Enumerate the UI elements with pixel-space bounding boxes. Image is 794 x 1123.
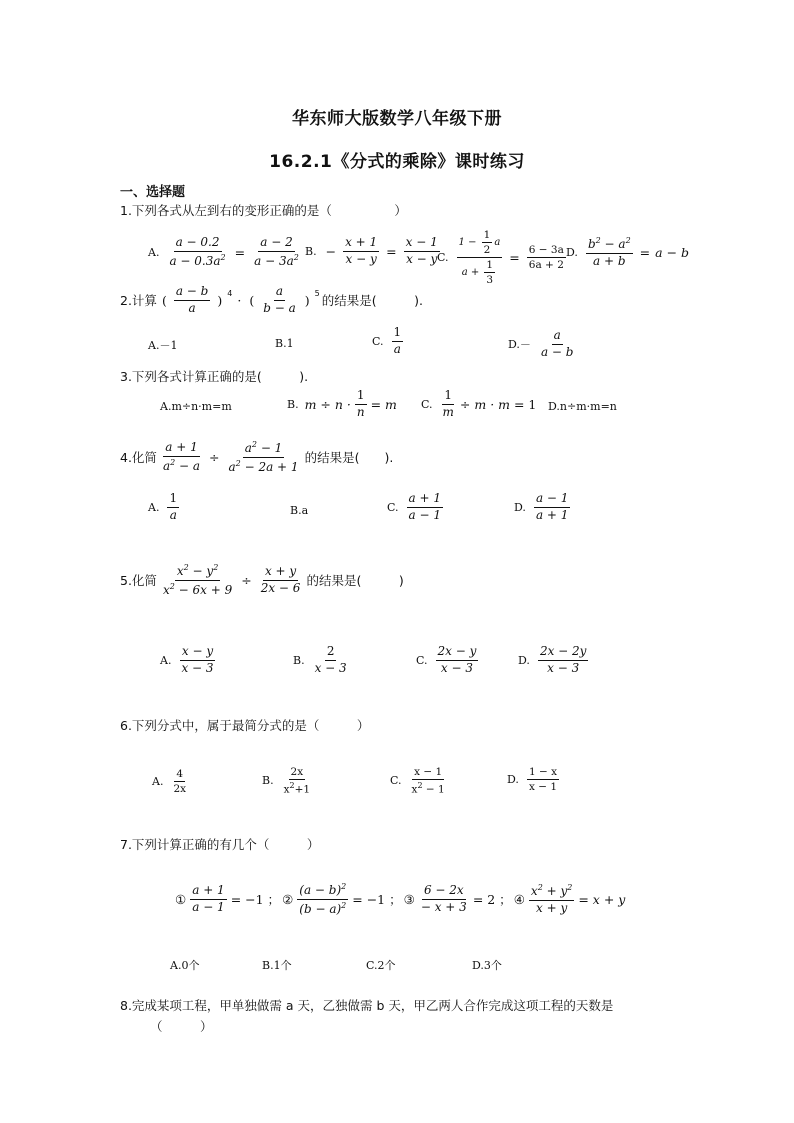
q7-option-b[interactable]: [262, 957, 296, 973]
q2-option-d-label: D.－: [508, 338, 531, 352]
q1-option-b[interactable]: B. − $\frac{x + 1}{x - y}$ = $\frac{x - 1}{x - y}$: [305, 235, 438, 266]
q4-option-d-label: D.: [514, 500, 526, 514]
q6-option-c[interactable]: C. $\frac{x - 1}{x^2 - 1}$: [390, 766, 445, 796]
q1-option-c[interactable]: C. 1 − $\frac{1}{2}$ a a + $\frac{1}{3}$ = $\frac{6 - 3a}{6a + 2}$: [437, 229, 564, 287]
q7-option-a[interactable]: [170, 957, 203, 973]
q2-stem-suffix: 的结果是( ).: [321, 293, 423, 309]
doc-title: 华东师大版数学八年级下册: [292, 109, 502, 129]
q5-option-d-label: D.: [518, 653, 530, 667]
q3-option-d-label: D.n÷m·m=n: [548, 400, 617, 413]
q1-option-d[interactable]: D. $\frac{b^2 - a^2}{a + b}$ = a − b: [566, 236, 690, 268]
q1-option-a[interactable]: A. $\frac{a - 0.2}{a - 0.3a^2}$ = $\frac{a - 2}{a - 3a^2}$: [148, 235, 299, 268]
q4-option-b[interactable]: [290, 504, 312, 517]
q6-option-b[interactable]: B. $\frac{2x}{x^2+1}$: [262, 766, 311, 796]
q4-option-b-label: B.a: [290, 504, 309, 517]
q4-option-c[interactable]: C. $\frac{a + 1}{a - 1}$: [387, 491, 442, 522]
q6-option-a-label: A.: [152, 775, 164, 789]
q4-option-c-label: C.: [387, 500, 399, 514]
q7-option-d[interactable]: [472, 957, 506, 973]
q5-option-a-label: A.: [160, 653, 172, 667]
q6-option-c-label: C.: [390, 774, 402, 788]
question-8-blank: （ ）: [150, 1019, 213, 1034]
q7-option-c-label: C.2个: [366, 959, 396, 972]
q2-stem-prefix: 2.计算: [120, 293, 157, 309]
q5-option-d[interactable]: D. $\frac{2x - 2y}{x - 3}$: [518, 644, 587, 675]
q2-option-a-label: A.－1: [148, 339, 178, 352]
q5-stem-suffix: 的结果是( ): [306, 573, 404, 589]
q7-option-a-label: A.0个: [170, 959, 200, 972]
q4-stem-suffix: 的结果是( ).: [304, 450, 394, 466]
q4-stem-prefix: 4.化简: [120, 450, 157, 466]
q3-option-c-label: C.: [421, 397, 433, 411]
q3-option-b-label: B.: [287, 397, 299, 411]
q5-option-b[interactable]: B. $\frac{2}{x - 3}$: [293, 644, 347, 675]
q3-option-b[interactable]: B. m ÷ n · $\frac{1}{n}$ = m: [287, 388, 397, 419]
q4-option-d[interactable]: D. $\frac{a - 1}{a + 1}$: [514, 491, 569, 522]
q2-option-a[interactable]: [148, 337, 181, 353]
q5-option-c[interactable]: C. $\frac{2x - y}{x - 3}$: [416, 644, 477, 675]
q7-item-2-marker: ②: [282, 891, 294, 907]
q2-option-b-label: B.1: [275, 337, 294, 350]
q3-option-c[interactable]: C. $\frac{1}{m}$ ÷ m · m = 1: [421, 388, 537, 419]
q3-option-a[interactable]: [160, 400, 236, 413]
q4-option-a[interactable]: A. $\frac{1}{a}$: [148, 491, 178, 522]
q7-item-4-marker: ④: [513, 891, 525, 907]
question-3-stem: 3.下列各式计算正确的是( ).: [120, 369, 309, 384]
q6-option-a[interactable]: A. $\frac{4}{2x}$: [152, 768, 187, 796]
q2-option-b[interactable]: [275, 337, 298, 350]
q4-option-a-label: A.: [148, 500, 160, 514]
q7-option-b-label: B.1个: [262, 959, 292, 972]
q5-option-c-label: C.: [416, 653, 428, 667]
question-2-stem: 2.计算 ( $\frac{a - b}{a}$ ) $^4$ · ( $\frac{a}{b - a}$ ) $^5$ 的结果是( ).: [120, 284, 423, 315]
q2-option-c-label: C.: [372, 334, 384, 348]
q2-option-c[interactable]: C. $\frac{1}{a}$: [372, 325, 402, 356]
q5-stem-prefix: 5.化简: [120, 573, 157, 589]
q1-option-a-label: A.: [148, 245, 160, 259]
q5-option-a[interactable]: A. $\frac{x - y}{x - 3}$: [160, 644, 214, 675]
q6-option-b-label: B.: [262, 774, 274, 788]
question-5-stem: 5.化简 $\frac{x^2 - y^2}{x^2 - 6x + 9}$ ÷ $\frac{x + y}{2x - 6}$ 的结果是( ): [120, 563, 404, 597]
q7-option-c[interactable]: [366, 957, 400, 973]
q1-option-d-label: D.: [566, 245, 578, 259]
question-1-stem: 1.下列各式从左到右的变形正确的是（ ）: [120, 203, 407, 218]
q1-option-c-label: C.: [437, 251, 449, 265]
section-heading: 一、选择题: [120, 185, 186, 200]
q7-item-1-marker: ①: [175, 891, 187, 907]
q7-expressions: ① $\frac{a + 1}{a - 1}$ = −1 ； ② $\frac{(a - b)^2}{(b - a)^2}$ = −1 ； ③ $\frac{6 - 2x}{- x + 3}$ = 2 ； ④ $\frac{x^2 + y^2}{x + y}$ = x + y: [175, 882, 626, 916]
q3-option-a-label: A.m÷n·m=m: [160, 400, 232, 413]
doc-subtitle: 16.2.1《分式的乘除》课时练习: [269, 152, 525, 172]
q7-option-d-label: D.3个: [472, 959, 502, 972]
question-7-stem: 7.下列计算正确的有几个（ ）: [120, 837, 320, 852]
question-8-stem: 8.完成某项工程，甲单独做需 a 天，乙独做需 b 天，甲乙两人合作完成这项工程的天数是: [120, 998, 614, 1013]
q7-item-3-marker: ③: [403, 891, 415, 907]
q2-option-d[interactable]: D.－ $\frac{a}{a - b}$: [508, 328, 574, 359]
q3-option-d[interactable]: [548, 400, 621, 413]
q6-option-d-label: D.: [507, 773, 519, 787]
q6-option-d[interactable]: D. $\frac{1 - x}{x - 1}$: [507, 766, 558, 794]
question-6-stem: 6.下列分式中，属于最简分式的是（ ）: [120, 718, 370, 733]
question-4-stem: 4.化简 $\frac{a + 1}{a^2 - a}$ ÷ $\frac{a^2 - 1}{a^2 - 2a + 1}$ 的结果是( ).: [120, 440, 394, 474]
q5-option-b-label: B.: [293, 653, 305, 667]
q1-option-b-label: B.: [305, 244, 317, 258]
